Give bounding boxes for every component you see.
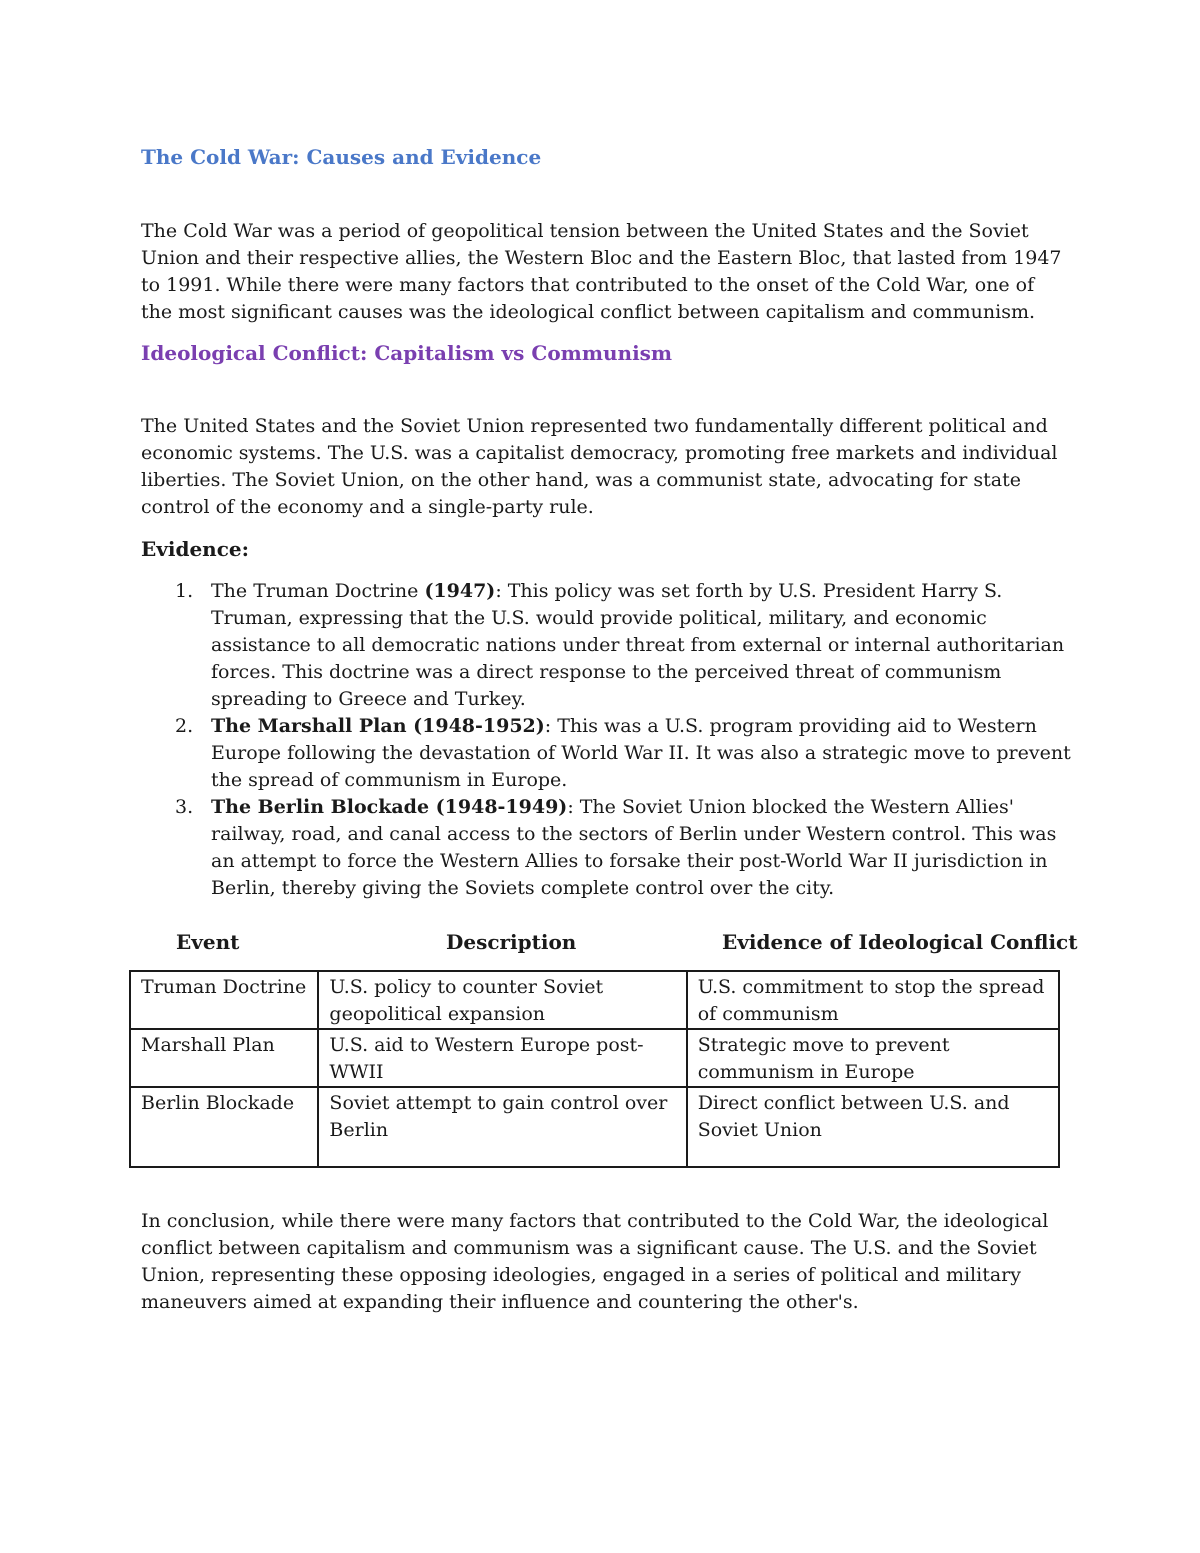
table-header-evidence: Evidence of Ideological Conflict — [722, 930, 1078, 954]
list-item-number: 3. — [175, 796, 194, 818]
table-header-description: Description — [446, 930, 577, 954]
list-item-text: : The Soviet Union blocked the Western Allies' railway, road, and canal access to the sectors of Berlin under Western control. This was an attempt to force the Western Allies to forsake their post-World War II jurisdiction in Berlin, thereby giving the Soviets complete control over the city. — [211, 796, 1057, 899]
table-cell-event: Marshall Plan — [130, 1029, 318, 1087]
list-item-year: (1948-1952) — [413, 715, 545, 737]
table-header-event: Event — [176, 930, 240, 954]
table-cell-description: U.S. aid to Western Europe post-WWII — [318, 1029, 686, 1087]
evidence-list — [141, 578, 1071, 902]
list-item-name: The Berlin Blockade — [211, 796, 436, 818]
table-header-row — [0, 930, 1200, 960]
conclusion-paragraph: In conclusion, while there were many factors that contributed to the Cold War, the ideological conflict between capitalism and communism was a significant cause. The U.S. and the Soviet Union, representing these opposing ideologies, engaged in a series of political and military maneuvers aimed at expanding their influence and countering the other's. — [141, 1210, 1049, 1313]
list-item — [141, 578, 1071, 713]
table-cell-evidence: U.S. commitment to stop the spread of communism — [687, 971, 1059, 1029]
table-cell-evidence: Direct conflict between U.S. and Soviet Union — [687, 1087, 1059, 1167]
table-cell-description: U.S. policy to counter Soviet geopolitical expansion — [318, 971, 686, 1029]
table-row — [130, 1029, 1059, 1087]
intro-paragraph: The Cold War was a period of geopolitical tension between the United States and the Soviet Union and their respective allies, the Western Bloc and the Eastern Bloc, that lasted from 1947 to 1991. While there were many factors that contributed to the onset of the Cold War, one of the most significant causes was the ideological conflict between capitalism and communism. — [141, 220, 1062, 323]
table-cell-event: Truman Doctrine — [130, 971, 318, 1029]
table-row — [130, 1087, 1059, 1167]
list-item — [141, 713, 1071, 794]
table-cell-event: Berlin Blockade — [130, 1087, 318, 1167]
list-item — [141, 794, 1071, 902]
list-item-text: : This was a U.S. program providing aid to Western Europe following the devastation of World War II. It was also a strategic move to prevent the spread of communism in Europe. — [211, 715, 1071, 791]
list-item-text: : This policy was set forth by U.S. President Harry S. Truman, expressing that the U.S. would provide political, military, and economic assistance to all democratic nations under threat from external or internal authoritarian forces. This doctrine was a direct response to the perceived threat of communism spreading to Greece and Turkey. — [211, 580, 1065, 710]
section-heading: Ideological Conflict: Capitalism vs Communism — [141, 341, 673, 365]
table-row — [130, 971, 1059, 1029]
document-title: The Cold War: Causes and Evidence — [141, 145, 542, 169]
evidence-table — [129, 970, 1060, 1168]
list-item-name: The Truman Doctrine — [211, 580, 425, 602]
list-item-number: 1. — [175, 580, 194, 602]
list-item-year: (1948-1949) — [435, 796, 568, 818]
list-item-year: (1947) — [424, 580, 496, 602]
list-item-number: 2. — [175, 715, 194, 737]
section-paragraph: The United States and the Soviet Union represented two fundamentally different political and economic systems. The U.S. was a capitalist democracy, promoting free markets and individual liberties. The Soviet Union, on the other hand, was a communist state, advocating for state control of the economy and a single-party rule. — [141, 415, 1058, 518]
evidence-label: Evidence: — [141, 537, 249, 561]
table-cell-description: Soviet attempt to gain control over Berlin — [318, 1087, 686, 1167]
list-item-name: The Marshall Plan — [211, 715, 414, 737]
table-cell-evidence: Strategic move to prevent communism in Europe — [687, 1029, 1059, 1087]
